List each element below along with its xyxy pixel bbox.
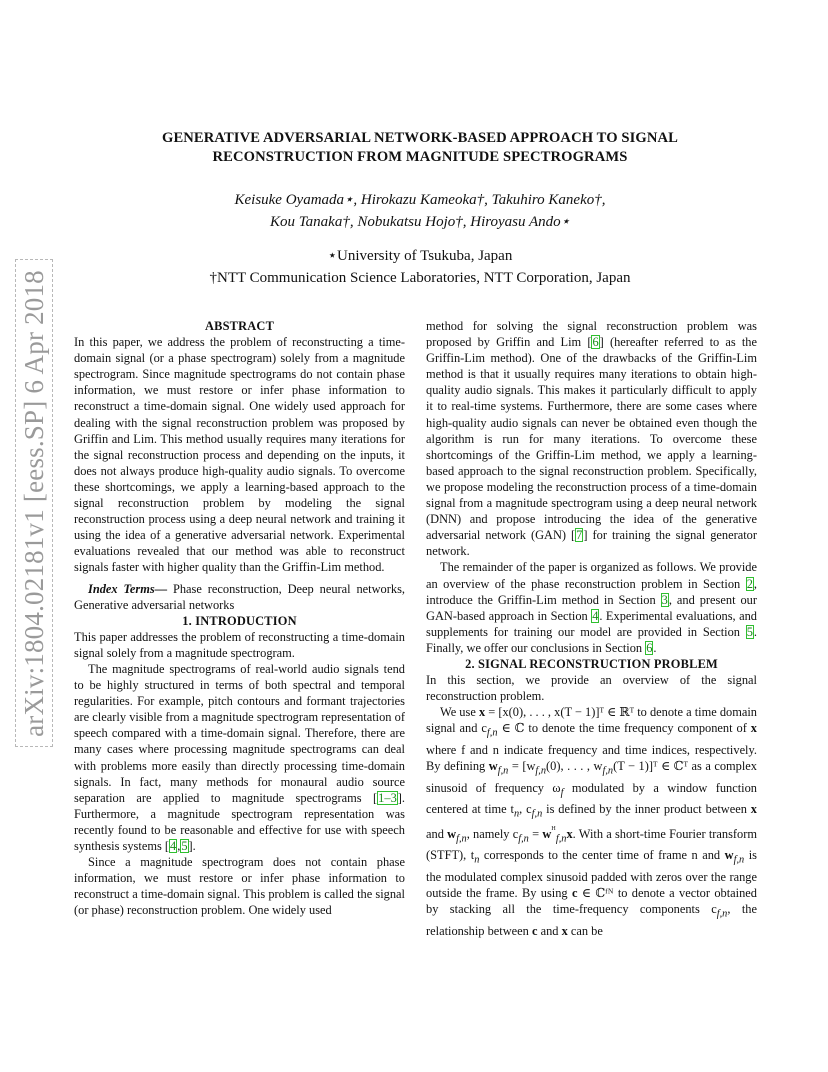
math-w: w (542, 826, 552, 841)
math-sub-fn: f,n (602, 765, 614, 777)
math-sub-fn: f,n (716, 908, 728, 920)
s2-text: corresponds to the center time of frame n and (479, 848, 725, 863)
math-w: w (724, 848, 734, 863)
paper-title (110, 129, 730, 167)
math-sub-fn: f,n (531, 808, 543, 820)
math-sub-fn: f,n (733, 854, 745, 866)
paper-outline-paragraph (426, 559, 757, 656)
section2-paragraph-1: In this section, we provide an overview of the signal reconstruction problem. (426, 673, 757, 704)
math-x: x (561, 923, 568, 938)
outline-text-e: . Finally, we offer our conclusions in Section (426, 624, 757, 655)
intro-r1-text-b: ] (hereafter referred to as the Griffin-Lim method). One of the drawbacks of the Griffin-Lim method is that it usually requires many iterations to obtain high-quality audio signals. This makes it particularly difficult to apply it to real-time systems. Furthermore, there are some cases where high-quality audio signals can never be obtained even though the algorithm is run for many iterations. To overcome these shortcomings of the Griffin-Lim method, we apply a learning-based approach to the signal reconstruction problem. Specifically, we propose modeling the reconstruction process of a time-domain signal from a magnitude spectrogram using a deep neural network (DNN) and propose introducing the idea of the generative adversarial network (GAN) [ (426, 335, 757, 543)
s2-text: , namely c (466, 826, 519, 841)
author-list (150, 189, 690, 233)
affiliation-2: †NTT Communication Science Laboratories, NTT Corporation, Japan (209, 270, 631, 286)
math-c: c (571, 886, 578, 901)
s2-text: is the modulated complex sinusoid padded with zeros over the range outside the frame. By using (426, 848, 757, 901)
section2-paragraph-2 (426, 704, 757, 939)
title-line-2: RECONSTRUCTION FROM MAGNITUDE SPECTROGRAMS (212, 149, 628, 165)
index-terms (74, 581, 405, 613)
math-c: c (531, 923, 538, 938)
title-line-1: GENERATIVE ADVERSARIAL NETWORK-BASED APPROACH TO SIGNAL (162, 130, 678, 146)
math-x: x (750, 802, 757, 817)
s2-text: ∈ ℂᶠᴺ to denote a vector obtained by stacking all the time-frequency components c (426, 886, 757, 917)
outline-text-d: . Experimental evaluations, and supplements for training our model are provided in Section (426, 608, 757, 639)
math-sub-f: f (560, 787, 564, 799)
arxiv-sidebar-stamp (14, 258, 54, 748)
outline-text-a: The remainder of the paper is organized as follows. We provide an overview of the phase reconstruction problem in Section (426, 560, 757, 591)
math-w: w (447, 826, 457, 841)
section-link-6[interactable]: 6 (646, 640, 653, 655)
s2-text: modulated by a window function centered at time t (426, 780, 757, 817)
outline-text-b: , introduce the Griffin-Lim method in Section (426, 576, 757, 607)
s2-text: We use (440, 705, 479, 720)
citation-link-7[interactable]: 7 (576, 528, 583, 543)
section-link-3[interactable]: 3 (661, 592, 668, 607)
s2-text: can be (567, 923, 603, 938)
s2-text: = [w (508, 759, 536, 773)
math-sub-fn: f,n (555, 833, 567, 845)
citation-link-4[interactable]: 4 (170, 839, 177, 853)
outline-text-c: , and present our GAN-based approach in Section (426, 592, 757, 623)
math-x: x (478, 705, 486, 720)
intro-continued-paragraph (426, 318, 757, 559)
outline-text-f: . (653, 640, 657, 655)
s2-text: where f and n indicate frequency and time indices, respectively. By defining (426, 742, 757, 773)
affiliations (150, 245, 690, 289)
arxiv-id: arXiv:1804.02181v1 [eess.SP] 6 Apr 2018 (18, 269, 49, 737)
math-x: x (750, 721, 757, 736)
intro-paragraph-3: Since a magnitude spectrogram does not contain phase information, we must restore or infer phase information to reconstruct a time-domain signal. This problem is called the signal (or phase) reconstruction problem. One widely used (74, 855, 405, 918)
section-link-2[interactable]: 2 (746, 576, 753, 591)
left-column (74, 318, 405, 918)
citation-link-5[interactable]: 5 (181, 839, 188, 853)
math-sub-n: n (513, 808, 520, 820)
intro-p2-text-c: ]. (188, 839, 196, 853)
authors-line-1: Keisuke Oyamada⋆, Hirokazu Kameoka†, Takuhiro Kaneko†, (234, 192, 606, 208)
abstract-heading: ABSTRACT (204, 319, 275, 333)
intro-r1-text-c: ] for training the signal generator network. (426, 528, 757, 559)
s2-text: ∈ ℂ to denote the time frequency component of (497, 721, 751, 736)
index-terms-text: Phase reconstruction, Deep neural networks, Generative adversarial networks (74, 581, 405, 612)
section-link-4[interactable]: 4 (592, 608, 599, 623)
math-x: x (566, 826, 573, 841)
s2-text: = (528, 826, 543, 841)
s2-text: (0), . . . , w (546, 759, 603, 773)
s2-text: and (426, 826, 448, 841)
s2-text: = [x(0), . . . , x(T − 1)]ᵀ ∈ ℝᵀ to denote a time domain signal and c (426, 705, 757, 736)
right-column (426, 318, 757, 939)
math-sub-fn: f,n (518, 833, 529, 845)
section-link-5[interactable]: 5 (746, 624, 753, 639)
math-sub-fn: f,n (456, 833, 467, 845)
intro-heading: 1. INTRODUCTION (182, 613, 297, 628)
s2-text: , the relationship between (426, 902, 757, 938)
intro-r1-text-a: method for solving the signal reconstruction problem was proposed by Griffin and Lim [ (426, 319, 757, 350)
abstract-text: In this paper, we address the problem of reconstructing a time-domain signal (or a phase spectrogram) solely from a magnitude spectrogram. Since magnitude spectrograms do not contain phase information, we must restore or infer phase information to reconstruct a time-domain signal. One widely used approach for dealing with the signal reconstruction problem was proposed by Griffin and Lim. This method usually requires many iterations for the signal reconstruction process and depending on the inputs, it does not always produce high-quality audio signals. To overcome these shortcomings, we apply a learning-based approach to the signal reconstruction problem by modeling the signal reconstruction process using a deep neural network and training it using the idea of a generative adversarial network. Experimental evaluations revealed that our method was able to reconstruct signals faster with higher quality than the Griffin-Lim method. (74, 335, 405, 575)
math-sub-fn: f,n (497, 765, 509, 777)
math-sup-h: ᴴ (551, 824, 556, 836)
math-sub-n: n (474, 854, 480, 866)
math-sub-fn: f,n (486, 727, 498, 739)
index-terms-label: Index Terms— (88, 581, 168, 596)
s2-text: (T − 1)]ᵀ ∈ ℂᵀ as a complex sinusoid of frequency ω (426, 759, 758, 795)
math-sub-fn: f,n (535, 765, 547, 777)
s2-text: is defined by the inner product between (542, 802, 751, 817)
math-w: w (488, 759, 498, 773)
intro-p2-text-a: The magnitude spectrograms of real-world audio signals tend to be highly structured in terms of both spectral and temporal regularities. For example, pitch contours and formant trajectories are clearly visible from a magnitude spectrogram representation of speech compared with a time-domain signal. Therefore, there are many cases where processing magnitude spectrograms can deal with problems more easily than directly processing time-domain signals. In fact, many methods for monaural audio source separation are applied to magnitude spectrograms [ (74, 661, 405, 805)
citation-link-1-3[interactable]: 1–3 (378, 790, 397, 805)
affiliation-1: ⋆University of Tsukuba, Japan (327, 248, 513, 264)
s2-text: and (537, 923, 562, 938)
citation-link-6[interactable]: 6 (592, 335, 599, 350)
intro-paragraph-1: This paper addresses the problem of reconstructing a time-domain signal solely from a magnitude spectrogram. (74, 629, 405, 660)
s2-text: . With a short-time Fourier transform (STFT), t (426, 826, 758, 863)
intro-p2-text-b: ]. Furthermore, a magnitude spectrogram representation was recently found to be reasonable and effective for use with speech synthesis systems [ (74, 790, 405, 853)
section2-heading: 2. SIGNAL RECONSTRUCTION PROBLEM (465, 656, 718, 671)
authors-line-2: Kou Tanaka†, Nobukatsu Hojo†, Hiroyasu Ando⋆ (269, 214, 571, 230)
s2-text: , c (519, 802, 532, 817)
intro-paragraph-2: The magnitude spectrograms of real-world audio signals tend to be highly structured in terms of both spectral and temporal regularities. For example, pitch contours and formant trajectories are clearly visible from a magnitude spectrogram representation of speech compared with a time-domain signal. Therefore, there are many cases where processing magnitude spectrograms can deal with problems more easily than directly processing time-domain signals. In fact, many methods for monaural audio source separation are applied to magnitude spectrograms [1–3]. Furthermore, a magnitude spectrogram representation was recently found to be reasonable and effective for use with speech synthesis systems [4,5]. (74, 661, 405, 853)
